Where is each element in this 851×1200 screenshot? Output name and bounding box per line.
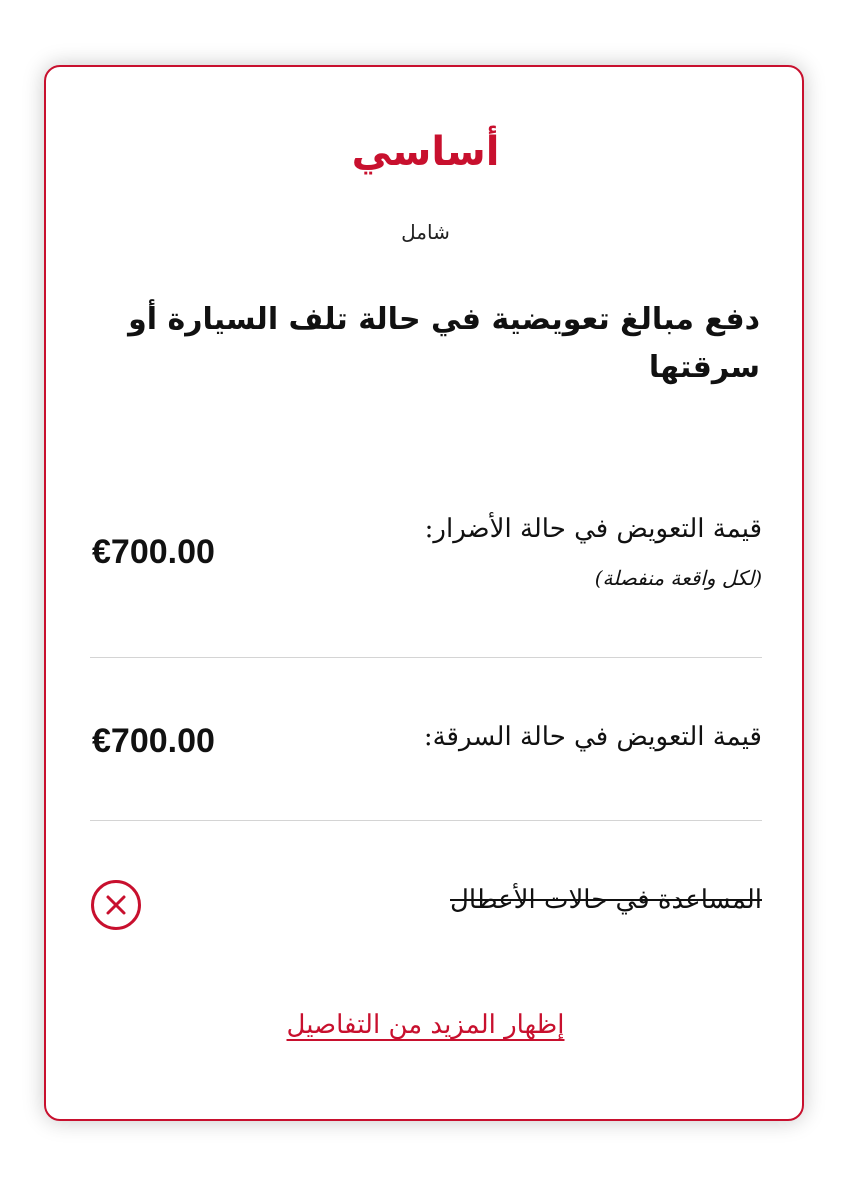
show-more-details-link[interactable]: إظهار المزيد من التفاصيل [286,1010,565,1040]
divider [90,820,762,821]
plan-title: أساسي [351,129,500,175]
theft-coverage-value: €700.00 [92,722,215,760]
damage-coverage-note: (لكل واقعة منفصلة) [594,566,762,590]
plan-headline: دفع مبالغ تعويضية في حالة تلف السيارة أو سرقتها [128,302,760,385]
x-circle-icon [90,879,142,931]
theft-coverage-label: قيمة التعويض في حالة السرقة: [423,722,762,752]
damage-coverage-value: €700.00 [92,533,215,571]
damage-coverage-label: قيمة التعويض في حالة الأضرار: [424,514,762,544]
breakdown-assistance-label: المساعدة في حالات الأعطال [450,885,762,915]
divider [90,657,762,658]
plan-subtitle: شامل [401,220,450,244]
